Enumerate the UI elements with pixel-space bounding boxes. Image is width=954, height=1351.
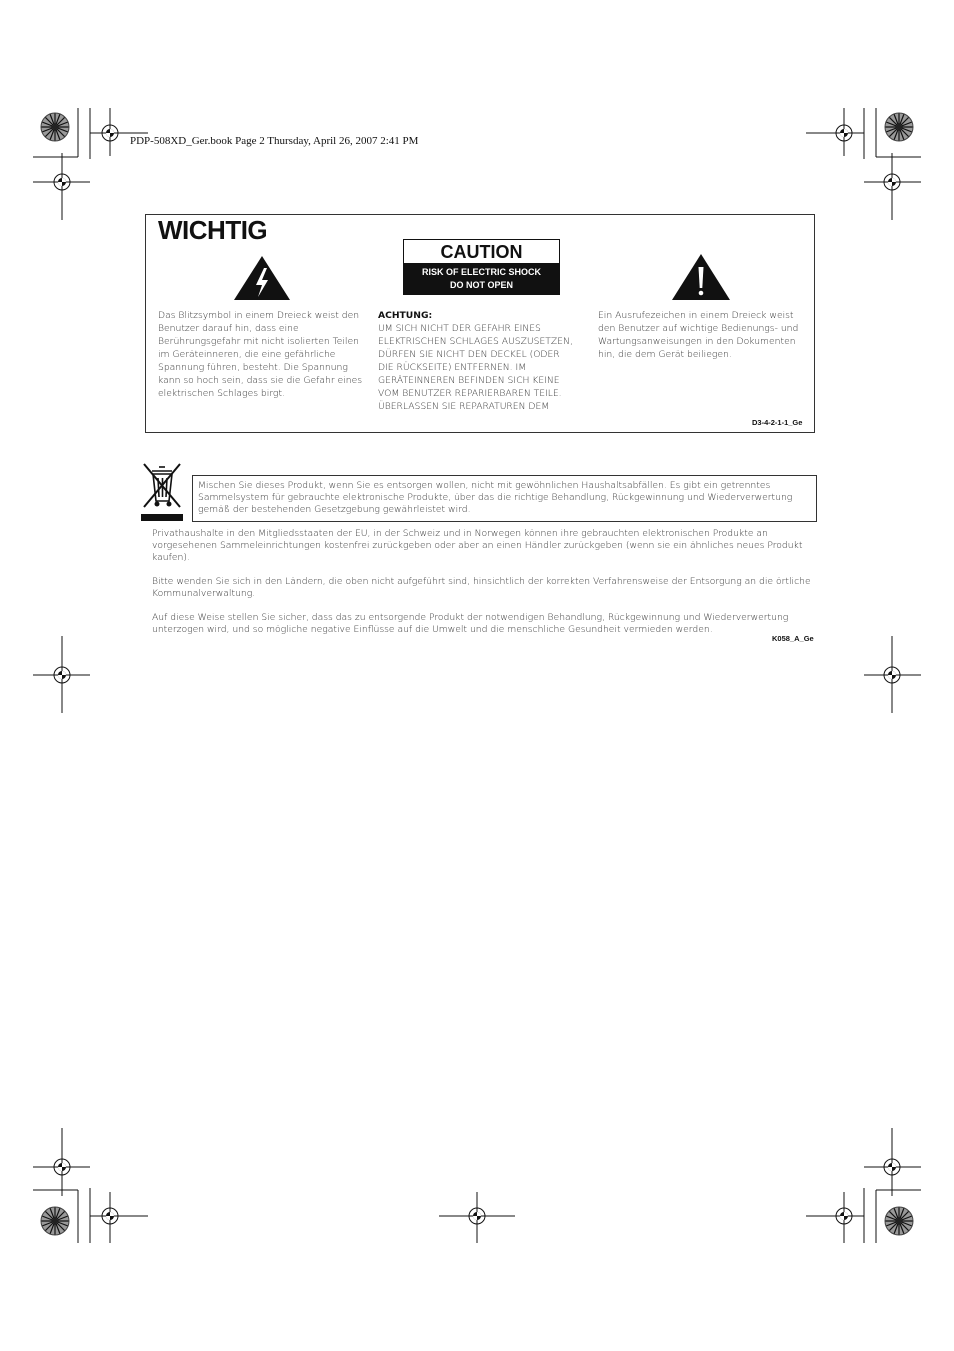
text-line: Privathaushalte in den Mitgliedsstaaten der EU, in der Schweiz und in Norwegen können ihre gebrauchten elektronischen Produkte an <box>152 528 768 539</box>
text-line: Auf diese Weise stellen Sie sicher, dass das zu entsorgende Produkt der notwendigen Behandlung, Rückgewinnung und Wiederverwertung <box>152 612 789 623</box>
text-line: Benutzer darauf hin, dass eine <box>158 323 299 334</box>
exclamation-warning-icon <box>670 252 732 302</box>
text-line: unterzogen wird, und so mögliche negative Einflüsse auf die Umwelt und die menschliche Gesundheit vermieden werden. <box>152 624 713 635</box>
text-line: VOM BENUTZER REPARIERBAREN TEILE. <box>378 388 562 399</box>
text-line: Mischen Sie dieses Produkt, wenn Sie es entsorgen wollen, nicht mit gewöhnlichen Haushaltsabfällen. Es gibt ein getrenntes <box>198 480 771 491</box>
text-line: Spannung führen, besteht. Die Spannung <box>158 362 348 373</box>
text-line: Bitte wenden Sie sich in den Ländern, die oben nicht aufgeführt sind, hinsichtlich der korrekten Verfahrensweise der Entsorgung an die örtliche <box>152 576 811 587</box>
text-line: UM SICH NICHT DER GEFAHR EINES <box>378 323 541 334</box>
caution-line-2: DO NOT OPEN <box>449 280 513 290</box>
book-header-info: PDP-508XD_Ger.book Page 2 Thursday, April 26, 2007 2:41 PM <box>130 135 419 147</box>
text-line: DIE RÜCKSEITE) ENTFERNEN. IM <box>378 362 527 373</box>
text-line: Das Blitzsymbol in einem Dreieck weist den <box>158 310 360 321</box>
text-line: kaufen). <box>152 552 190 563</box>
text-line: den Benutzer auf wichtige Bedienungs- und <box>598 323 799 334</box>
lightning-explanation <box>158 309 373 400</box>
text-line: ELEKTRISCHEN SCHLAGES AUSZUSETZEN, <box>378 336 573 347</box>
text-line: elektrischen Schlages birgt. <box>158 388 285 399</box>
caution-title: CAUTION <box>440 242 523 262</box>
important-ref-code: D3-4-2-1-1_Ge <box>752 418 803 427</box>
text-line: Sammelsystem für gebrauchte elektronische Produkte, über das die richtige Behandlung, Rückgewinnung und Wiederverwertung <box>198 492 793 503</box>
lightning-warning-icon <box>232 254 292 302</box>
disposal-notice-box <box>192 475 817 522</box>
text-line: im Geräteinneren, die eine gefährliche <box>158 349 336 360</box>
disposal-ref-code: K058_A_Ge <box>772 634 814 643</box>
text-line: ÜBERLASSEN SIE REPARATUREN DEM <box>378 401 550 412</box>
crossed-bin-icon <box>141 461 183 511</box>
text-line: gemäß der bestehenden Gesetzgebung gewährleistet wird. <box>198 504 471 515</box>
text-line: DÜRFEN SIE NICHT DEN DECKEL (ODER <box>378 349 560 360</box>
text-line: Wartungsanweisungen in den Dokumenten <box>598 336 796 347</box>
disposal-paragraph-1 <box>152 528 817 564</box>
achtung-heading: ACHTUNG: <box>378 310 433 321</box>
disposal-paragraph-3 <box>152 612 817 636</box>
caution-label <box>403 239 560 295</box>
caution-line-1: RISK OF ELECTRIC SHOCK <box>421 267 541 277</box>
caution-band <box>404 263 559 294</box>
weee-bar <box>141 514 183 521</box>
text-line: Berührungsgefahr mit nicht isolierten Teilen <box>158 336 359 347</box>
text-line: GERÄTEINNEREN BEFINDEN SICH KEINE <box>378 375 560 386</box>
exclamation-explanation <box>598 309 810 361</box>
text-line: vorgesehenen Sammeleinrichtungen kostenfrei zurückgeben oder aber an einen Händler zurückgeben (wenn sie ein ähnliches neues Produkt <box>152 540 803 551</box>
text-line: Kommunalverwaltung. <box>152 588 256 599</box>
text-line: kann so hoch sein, dass sie die Gefahr eines <box>158 375 363 386</box>
important-title: WICHTIG <box>158 215 268 245</box>
disposal-box-text <box>198 480 810 516</box>
caution-explanation <box>378 309 593 413</box>
disposal-paragraph-2 <box>152 576 817 600</box>
text-line: hin, die dem Gerät beiliegen. <box>598 349 732 360</box>
text-line: Ein Ausrufezeichen in einem Dreieck weist <box>598 310 794 321</box>
